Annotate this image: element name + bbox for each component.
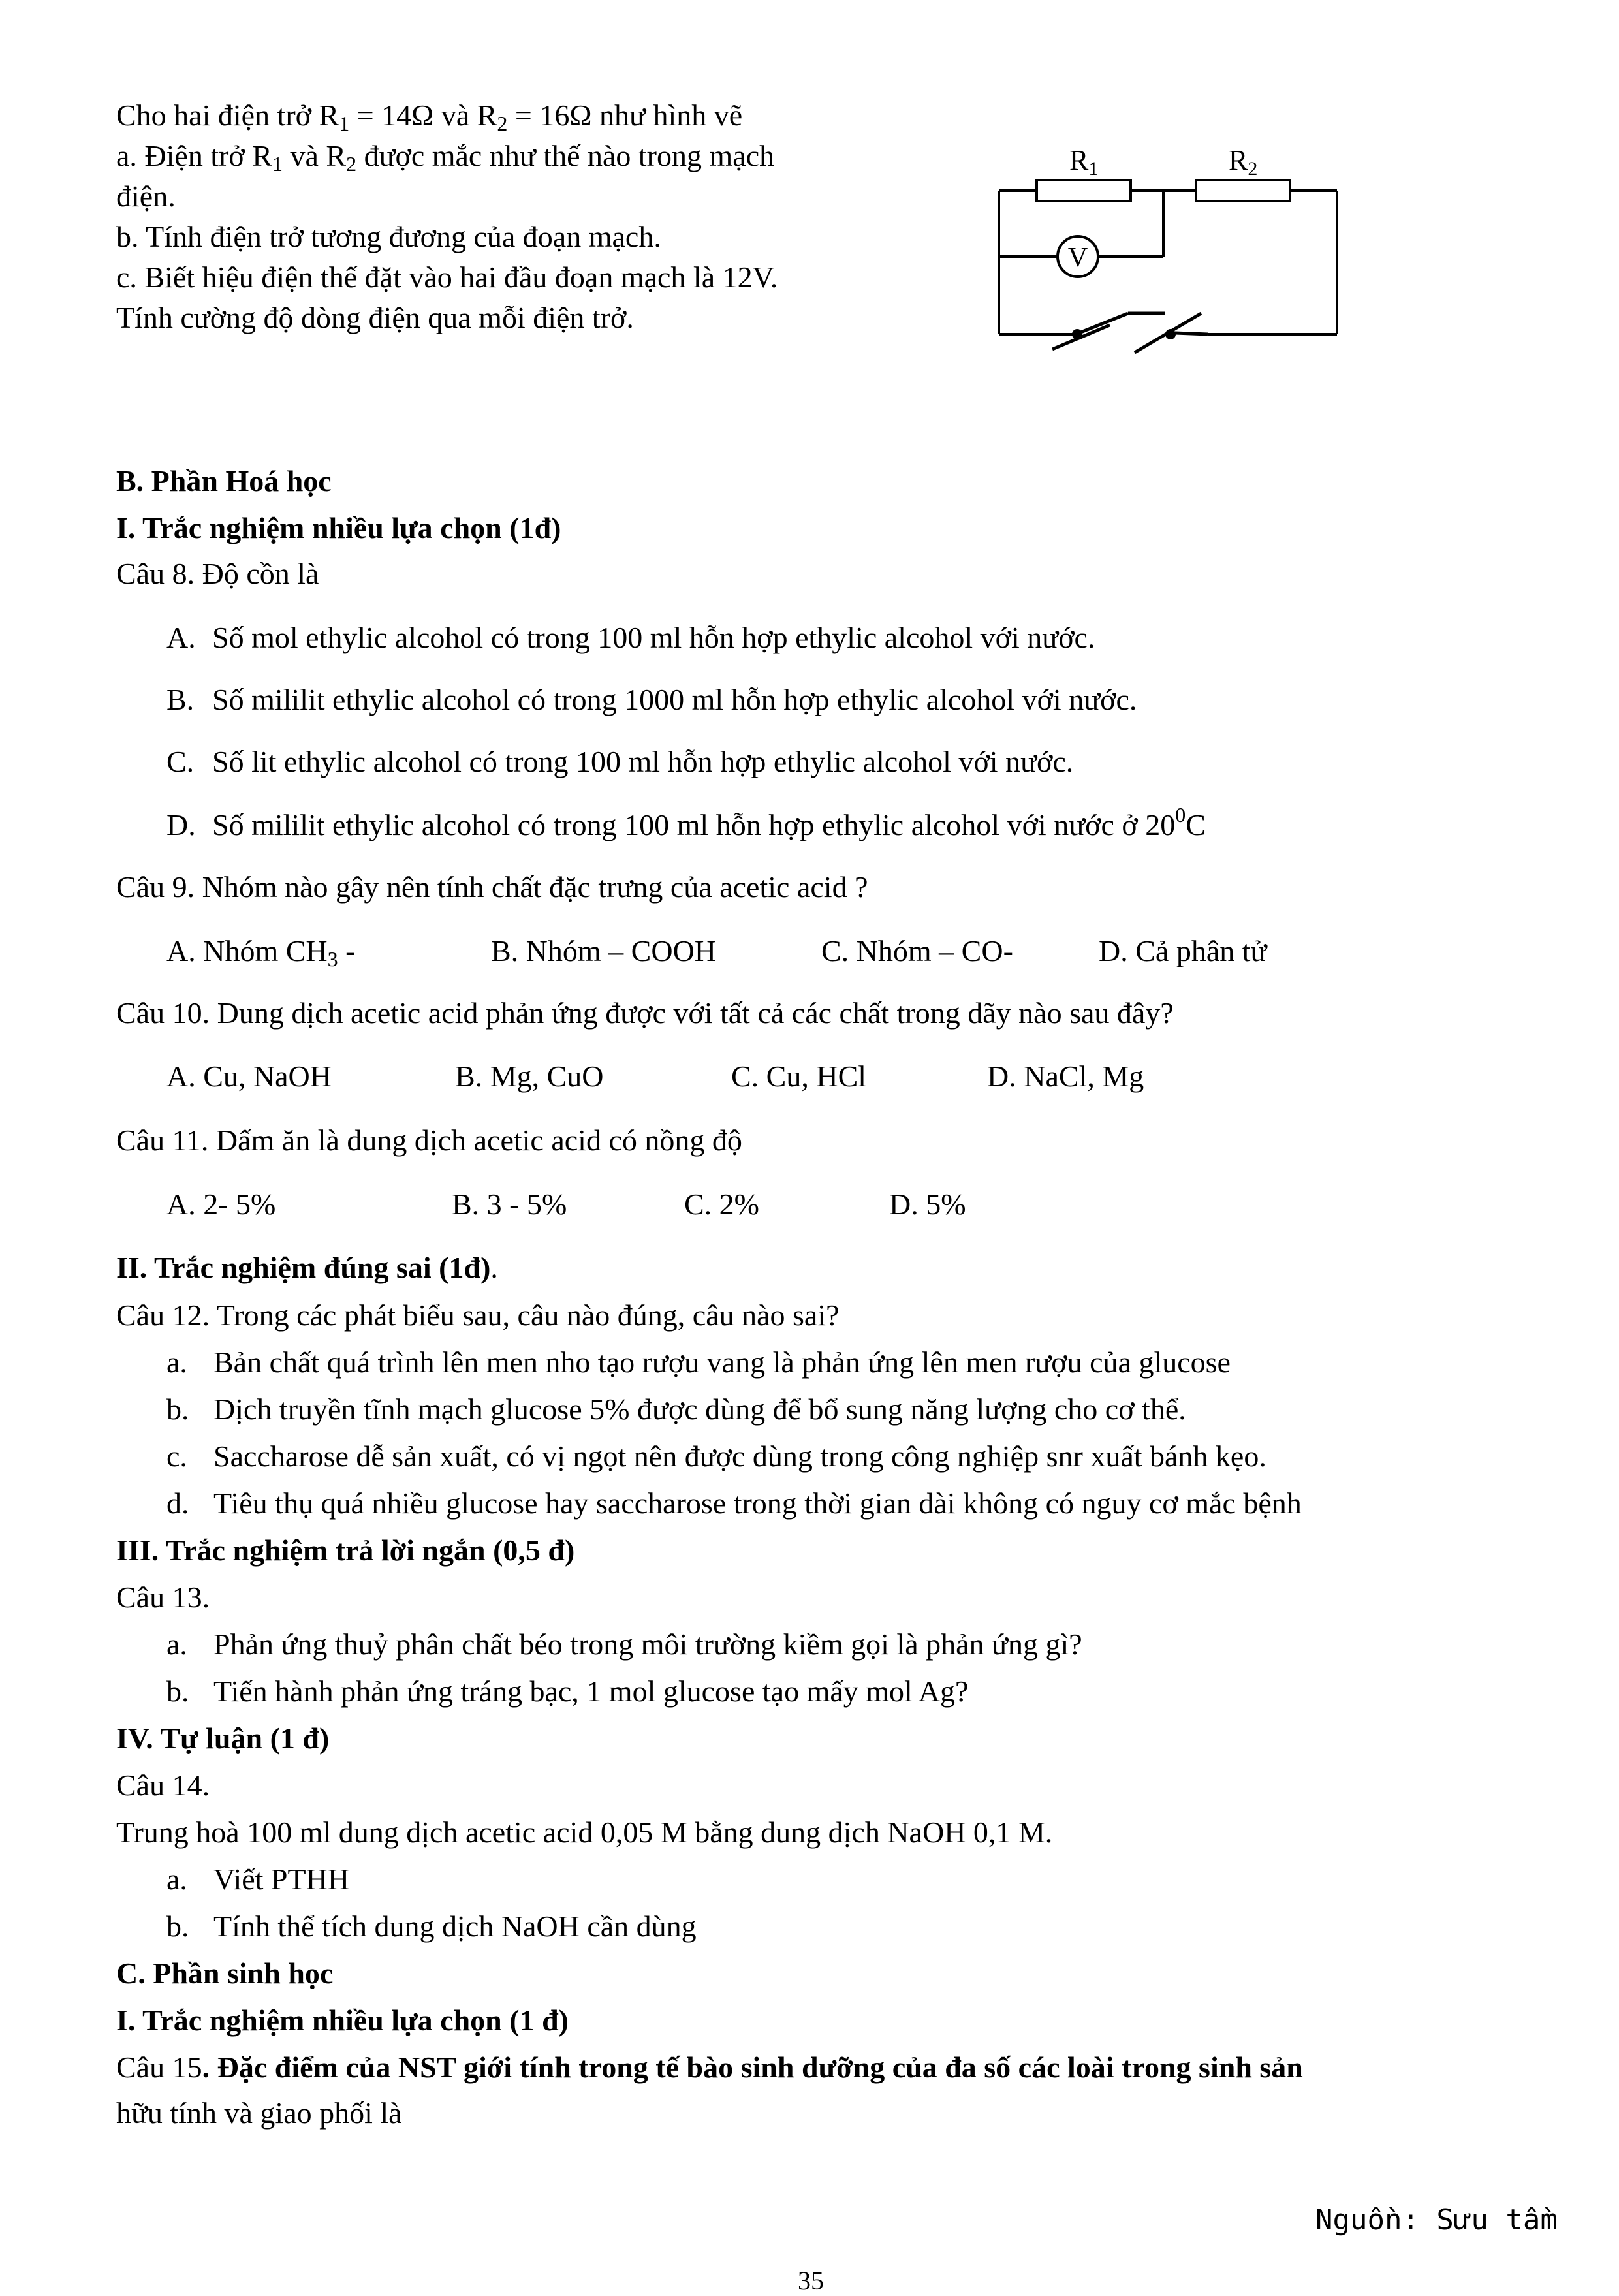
q11-stem: Câu 11. Dấm ăn là dung dịch acetic acid có nồng độ [116,1124,742,1157]
q11-option-a: A. 2- 5% [166,1187,276,1221]
page-number: 35 [798,2266,824,2295]
q11-option-b: B. 3 - 5% [452,1187,567,1221]
switch-contact-icon [1165,329,1176,339]
q11-options [0,1187,1619,1222]
resistor-r2 [1196,180,1290,201]
q9-option-c: C. Nhóm – CO- [821,934,1013,967]
q10-option-c: C. Cu, HCl [731,1060,867,1093]
q10-option-a: A. Cu, NaOH [166,1060,332,1093]
q8-option-a: A. Số mol ethylic alcohol có trong 100 ml hỗn hợp ethylic alcohol với nước. [166,621,1095,654]
q14-body: Trung hoà 100 ml dung dịch acetic acid 0,05 M bằng dung dịch NaOH 0,1 M. [116,1816,1053,1849]
q9-options [0,934,1619,969]
q10-option-d: D. NaCl, Mg [987,1060,1144,1093]
q12-item-d: d. Tiêu thụ quá nhiều glucose hay saccharose trong thời gian dài không có nguy cơ mắc bệnh [166,1486,1302,1520]
bio-section-title: C. Phần sinh học [116,1957,334,1990]
q9-option-a: A. Nhóm $CH_3$ - [166,934,356,971]
physics-question-c-cont: Tính cường độ dòng điện qua mỗi điện trở. [116,301,634,334]
voltmeter-label: V [1067,243,1088,273]
chem-part1-heading: I. Trắc nghiệm nhiều lựa chọn (1đ) [116,511,561,544]
q8-option-c: C. Số lit ethylic alcohol có trong 100 ml hỗn hợp ethylic alcohol với nước. [166,745,1074,778]
physics-question-c: c. Biết hiệu điện thế đặt vào hai đầu đoạn mạch là 12V. [116,260,778,294]
q10-stem: Câu 10. Dung dịch acetic acid phản ứng được với tất cả các chất trong dãy nào sau đây? [116,996,1174,1030]
q12-item-b: b. Dịch truyền tĩnh mạch glucose 5% được dùng để bổ sung năng lượng cho cơ thể. [166,1392,1186,1426]
r1-label: R1 [1069,144,1099,180]
q15-line1: Câu 15. Đặc điểm của NST giới tính trong tế bào sinh dưỡng của đa số các loài trong sinh sản [116,2051,1303,2084]
switch-contact-icon [1072,329,1082,339]
q13-stem: Câu 13. [116,1580,210,1614]
q14-item-b: b. Tính thể tích dung dịch NaOH cần dùng [166,1910,697,1943]
q8-option-d: D. Số mililit ethylic alcohol có trong 100 ml hỗn hợp ethylic alcohol với nước ở $20^0C$ [166,803,1206,841]
q12-item-c: c. Saccharose dễ sản xuất, có vị ngọt nên được dùng trong công nghiệp snr xuất bánh kẹo. [166,1439,1266,1473]
q10-option-b: B. Mg, CuO [455,1060,604,1093]
q9-stem: Câu 9. Nhóm nào gây nên tính chất đặc trưng của acetic acid ? [116,870,868,904]
q15-line2: hữu tính và giao phối là [116,2096,402,2130]
resistor-r1 [1037,180,1131,201]
q9-option-d: D. Cả phân tử [1099,934,1267,967]
bio-part1-heading: I. Trắc nghiệm nhiều lựa chọn (1 đ) [116,2004,569,2037]
q14-item-a: a. Viết PTHH [166,1863,350,1896]
physics-intro: Cho hai điện trở $R_1 = 14\Omega$ và $R_2 = 16\Omega$ như hình vẽ [116,99,743,135]
q11-option-d: D. 5% [889,1187,966,1221]
r2-label: R2 [1229,144,1258,180]
q11-option-c: C. 2% [684,1187,759,1221]
chem-part2-heading: II. Trắc nghiệm đúng sai (1đ). [116,1251,498,1284]
chem-part4-heading: IV. Tự luận (1 đ) [116,1722,330,1755]
q10-options [0,1059,1619,1094]
chem-part3-heading: III. Trắc nghiệm trả lời ngắn (0,5 đ) [116,1533,575,1567]
physics-question-a: a. Điện trở $R_1$ và $R_2$ được mắc như thế nào trong mạch [116,139,775,176]
q12-stem: Câu 12. Trong các phát biểu sau, câu nào đúng, câu nào sai? [116,1298,840,1332]
q13-item-a: a. Phản ứng thuỷ phân chất béo trong môi trường kiềm gọi là phản ứng gì? [166,1628,1082,1661]
source-note: Nguồn: Sưu tầm [1315,2203,1558,2237]
q8-stem: Câu 8. Độ cồn là [116,557,319,590]
circuit-diagram [979,137,1371,372]
q12-item-a: a. Bản chất quá trình lên men nho tạo rượu vang là phản ứng lên men rượu của glucose [166,1345,1231,1379]
q14-stem: Câu 14. [116,1769,210,1802]
physics-question-b: b. Tính điện trở tương đương của đoạn mạch. [116,220,661,253]
physics-question-a-cont: điện. [116,180,176,213]
chem-section-title: B. Phần Hoá học [116,464,332,497]
q9-option-b: B. Nhóm – COOH [491,934,717,967]
q8-option-b: B. Số mililit ethylic alcohol có trong 1000 ml hỗn hợp ethylic alcohol với nước. [166,683,1137,716]
q13-item-b: b. Tiến hành phản ứng tráng bạc, 1 mol glucose tạo mấy mol Ag? [166,1675,969,1708]
